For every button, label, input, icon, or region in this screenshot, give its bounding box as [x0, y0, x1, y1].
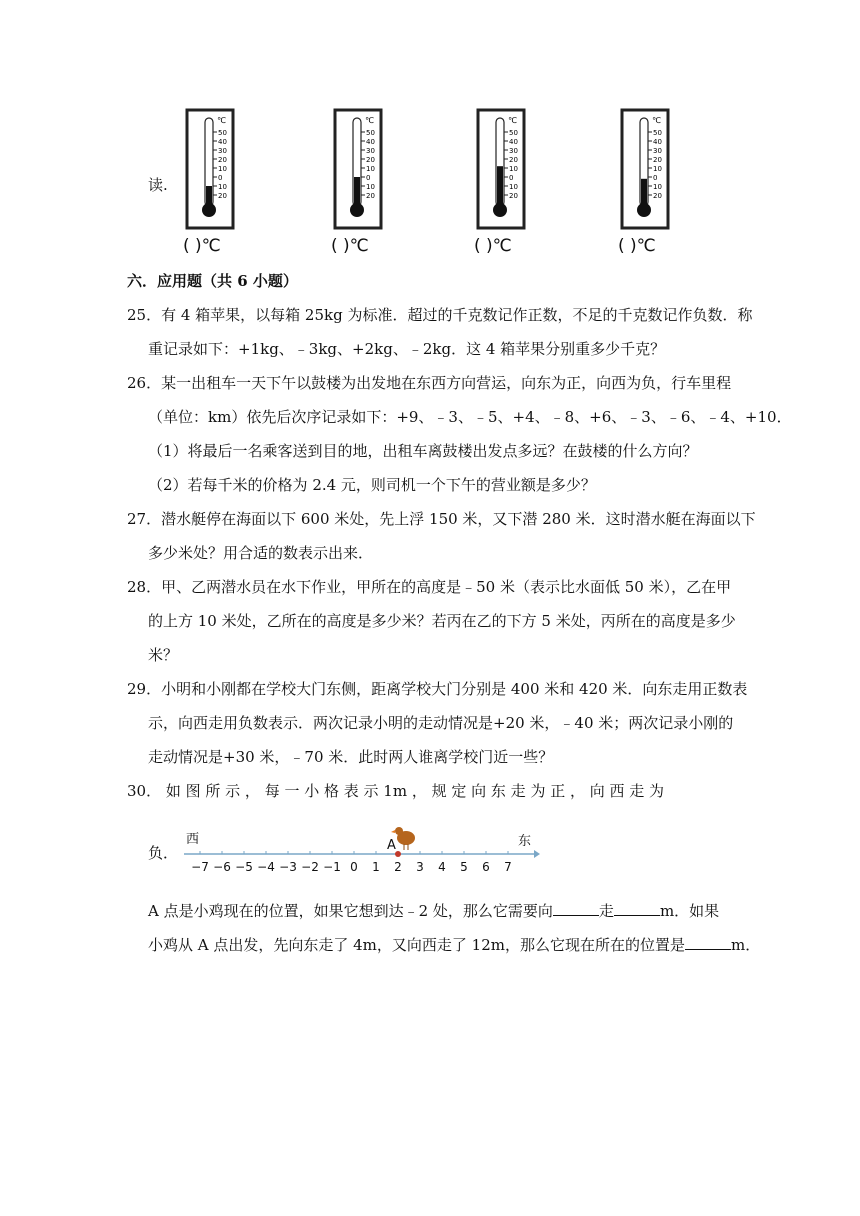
tick-label: 7 [504, 860, 512, 874]
tick-label: 3 [416, 860, 424, 874]
svg-text:10: 10 [366, 165, 375, 173]
q25-line-1: 25．有 4 箱苹果，以每箱 25kg 为标准．超过的千克数记作正数，不足的千克数记作负数．称 [127, 306, 753, 324]
read-prefix: 读. [148, 176, 168, 194]
svg-text:℃: ℃ [508, 116, 517, 125]
q28-line-3: 米？ [148, 646, 179, 664]
svg-text:20: 20 [653, 156, 662, 164]
thermometer-answer[interactable]: ( )℃ [183, 236, 221, 256]
tick-label: 2 [394, 860, 402, 874]
east-label: 东 [518, 834, 532, 849]
q26-sub-2: （2）若每千米的价格为 2.4 元，则司机一个下午的营业额是多少？ [148, 476, 596, 494]
tick-label: −4 [257, 860, 275, 874]
answer-blank-distance[interactable] [614, 901, 660, 916]
number-line [180, 822, 540, 882]
q29-line-1: 29．小明和小刚都在学校大门东侧，距离学校大门分别是 400 米和 420 米．向东走用正数表 [127, 680, 748, 698]
svg-text:℃: ℃ [217, 116, 226, 125]
answer-blank-direction[interactable] [553, 901, 599, 916]
q30-line-3-text-b: 走 [598, 902, 614, 920]
svg-text:0: 0 [653, 174, 658, 182]
tick-label: −2 [301, 860, 319, 874]
svg-text:10: 10 [218, 165, 227, 173]
q27-line-2: 多少米处？用合适的数表示出来． [148, 544, 374, 562]
tick-label: −5 [235, 860, 253, 874]
thermometer-drawing [618, 108, 708, 233]
thermometer-4 [618, 108, 708, 263]
svg-text:10: 10 [218, 183, 227, 191]
thermometer-3 [474, 108, 564, 263]
svg-text:50: 50 [509, 129, 518, 137]
svg-text:20: 20 [218, 192, 227, 200]
svg-text:30: 30 [218, 147, 227, 155]
q26-sub-1: （1）将最后一名乘客送到目的地，出租车离鼓楼出发点多远？在鼓楼的什么方向？ [148, 442, 698, 460]
q25-line-2: 重记录如下：+1kg、﹣3kg、+2kg、﹣2kg．这 4 箱苹果分别重多少千克？ [148, 340, 666, 358]
thermometer-2 [331, 108, 421, 263]
q30-line-4 [148, 934, 760, 955]
thermometer-1 [183, 108, 273, 263]
svg-text:30: 30 [366, 147, 375, 155]
svg-text:40: 40 [218, 138, 227, 146]
tick-label: 5 [460, 860, 468, 874]
svg-text:20: 20 [366, 192, 375, 200]
thermometer-drawing [474, 108, 564, 233]
q30-line-3 [148, 900, 719, 921]
svg-text:30: 30 [509, 147, 518, 155]
svg-text:20: 20 [509, 156, 518, 164]
q30-line-4-text-a: 小鸡从 A 点出发，先向东走了 4m，又向西走了 12m，那么它现在所在的位置是 [148, 936, 685, 954]
svg-text:30: 30 [653, 147, 662, 155]
tick-label: 6 [482, 860, 490, 874]
thermometer-answer[interactable]: ( )℃ [331, 236, 369, 256]
tick-label: −1 [323, 860, 341, 874]
svg-text:10: 10 [653, 165, 662, 173]
q29-line-2: 示，向西走用负数表示．两次记录小明的走动情况是+20 米，﹣40 米；两次记录小刚的 [148, 714, 734, 732]
axis-arrow [534, 850, 540, 858]
svg-text:0: 0 [366, 174, 371, 182]
q26-line-2: （单位：km）依先后次序记录如下：+9、﹣3、﹣5、+4、﹣8、+6、﹣3、﹣6、﹣4、+10． [148, 408, 792, 426]
svg-text:50: 50 [218, 129, 227, 137]
svg-text:10: 10 [509, 183, 518, 191]
svg-text:0: 0 [509, 174, 514, 182]
svg-text:20: 20 [218, 156, 227, 164]
q30-line-3-text-c: m．如果 [659, 902, 720, 920]
q30-line-3-text-a: A 点是小鸡现在的位置，如果它想到达﹣2 处，那么它需要向 [148, 902, 553, 920]
thermometer-drawing [183, 108, 273, 233]
answer-blank-position[interactable] [685, 935, 731, 950]
q30-line-4-text-b: m． [731, 936, 761, 954]
q28-line-2: 的上方 10 米处，乙所在的高度是多少米？若丙在乙的下方 5 米处，丙所在的高度是多少 [148, 612, 736, 630]
svg-text:0: 0 [218, 174, 223, 182]
svg-text:50: 50 [653, 129, 662, 137]
svg-text:20: 20 [653, 192, 662, 200]
q27-line-1: 27．潜水艇停在海面以下 600 米处，先上浮 150 米，又下潜 280 米．这时潜水艇在海面以下 [127, 510, 756, 528]
tick-label: −6 [213, 860, 231, 874]
svg-text:10: 10 [366, 183, 375, 191]
thermometer-row [148, 108, 728, 263]
point-a-label: A [387, 838, 396, 853]
svg-text:20: 20 [366, 156, 375, 164]
thermometer-answer[interactable]: ( )℃ [474, 236, 512, 256]
svg-text:℃: ℃ [365, 116, 374, 125]
svg-text:40: 40 [509, 138, 518, 146]
svg-text:50: 50 [366, 129, 375, 137]
svg-text:℃: ℃ [652, 116, 661, 125]
tick-label: 0 [350, 860, 358, 874]
svg-text:20: 20 [509, 192, 518, 200]
thermometer-drawing [331, 108, 421, 233]
svg-text:10: 10 [653, 183, 662, 191]
q28-line-1: 28．甲、乙两潜水员在水下作业，甲所在的高度是﹣50 米（表示比水面低 50 米），乙在甲 [127, 578, 732, 596]
q29-line-3: 走动情况是+30 米，﹣70 米．此时两人谁离学校门近一些？ [148, 748, 554, 766]
tick-label: 1 [372, 860, 380, 874]
svg-text:40: 40 [653, 138, 662, 146]
q30-line-1: 30． 如 图 所 示 ， 每 一 小 格 表 示 1m ， 规 定 向 东 走 为 正 ， 向 西 走 为 [127, 782, 665, 800]
thermometer-answer[interactable]: ( )℃ [618, 236, 656, 256]
west-label: 西 [186, 832, 200, 847]
q30-prefix: 负． [148, 844, 179, 862]
svg-text:40: 40 [366, 138, 375, 146]
tick-label: −3 [279, 860, 297, 874]
section-title: 六．应用题（共 6 小题） [127, 272, 298, 290]
svg-text:10: 10 [509, 165, 518, 173]
tick-label: −7 [191, 860, 209, 874]
tick-label: 4 [438, 860, 446, 874]
q26-line-1: 26．某一出租车一天下午以鼓楼为出发地在东西方向营运，向东为正，向西为负，行车里程 [127, 374, 732, 392]
